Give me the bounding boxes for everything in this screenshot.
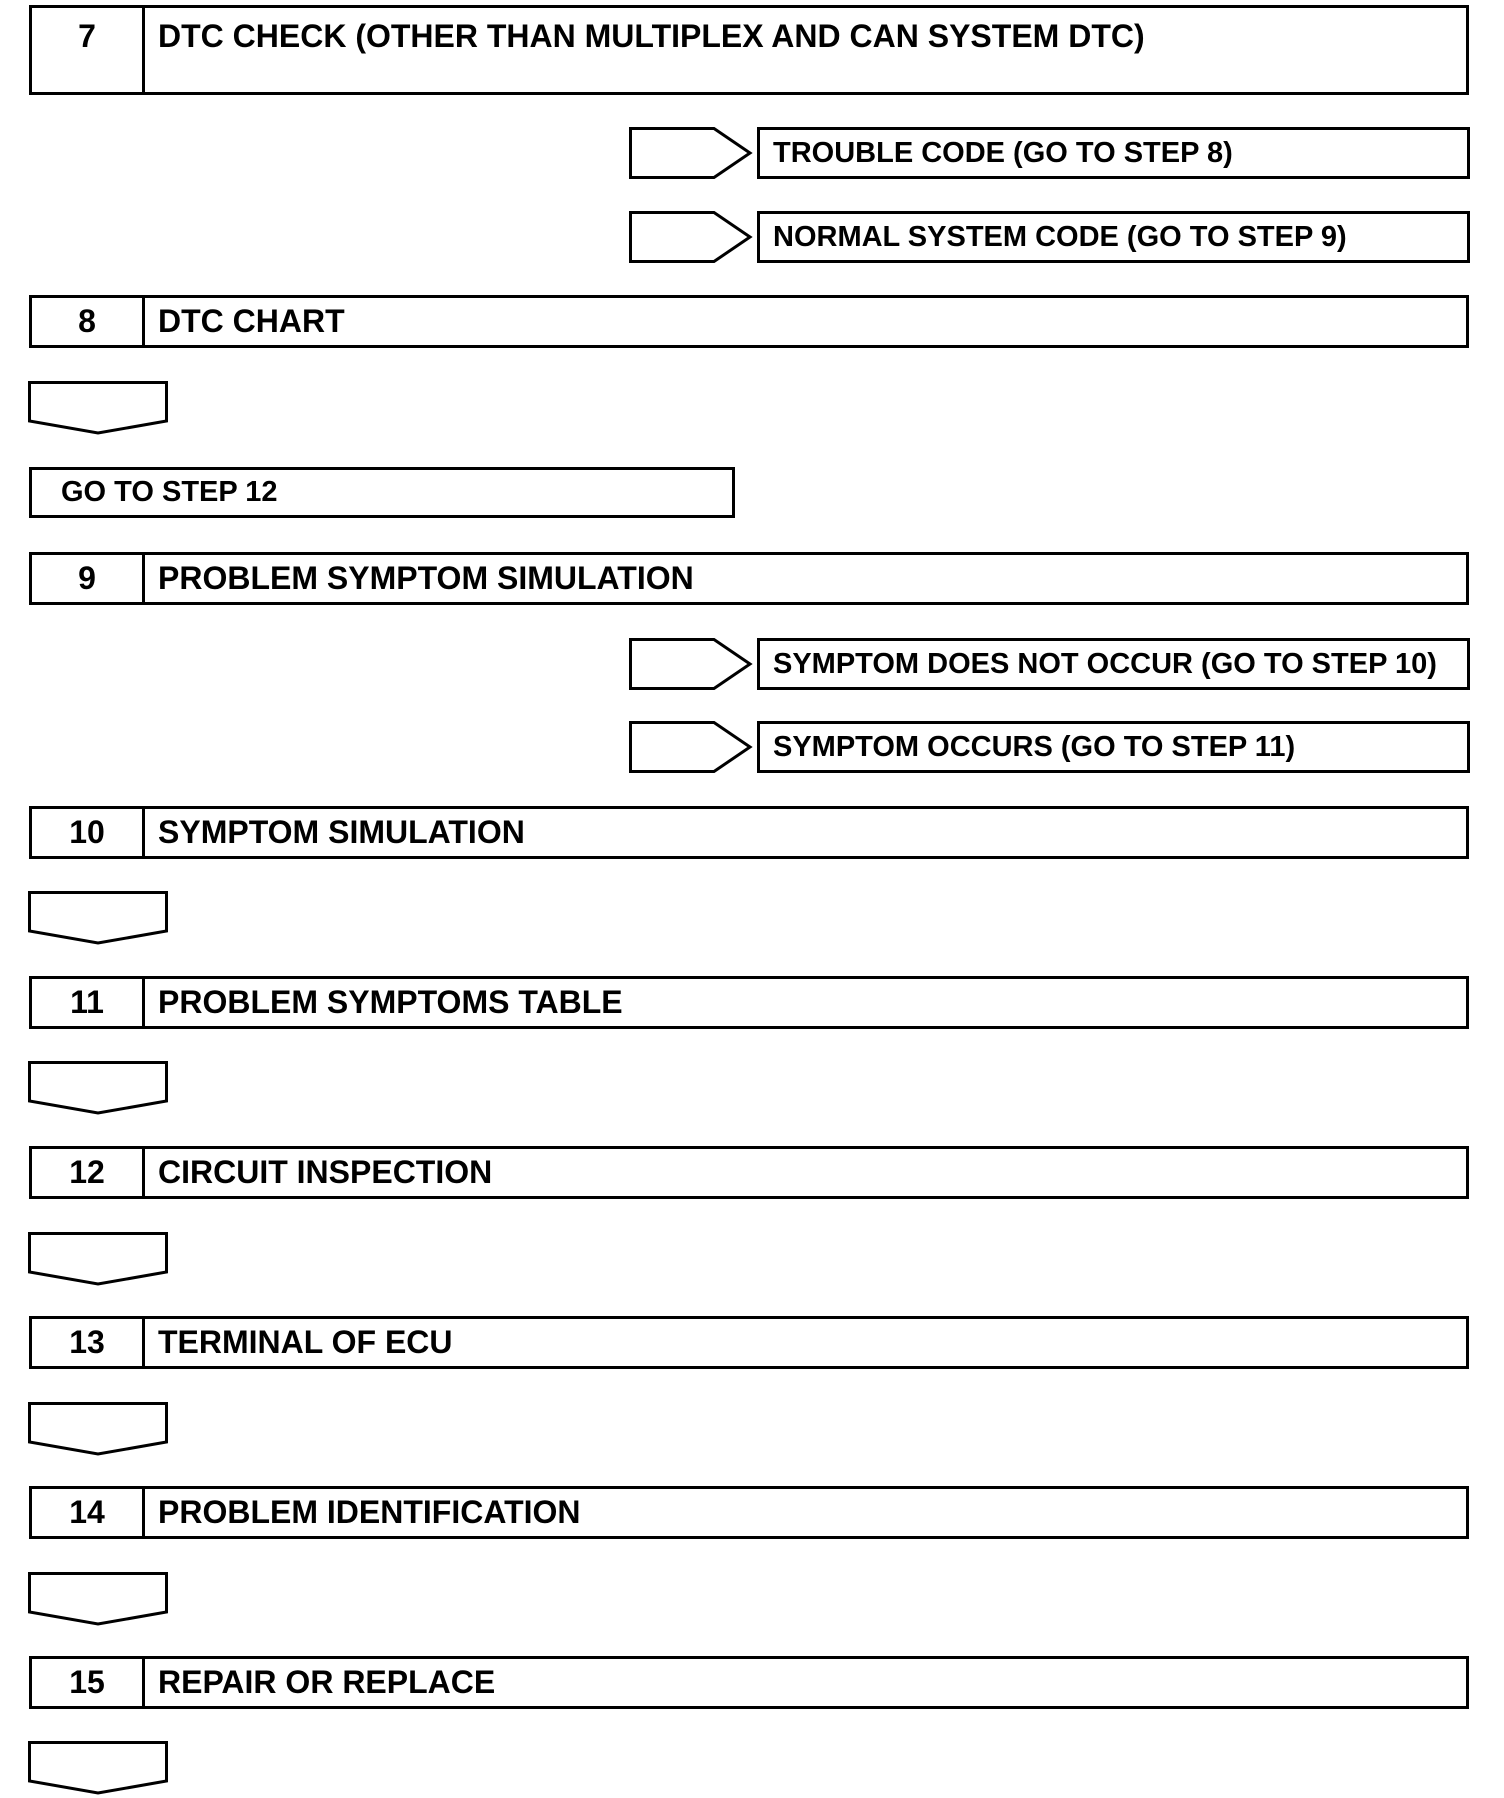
step-title: SYMPTOM SIMULATION [158, 814, 525, 850]
branch-result: SYMPTOM OCCURS (GO TO STEP 11) [757, 721, 1470, 773]
step-title: PROBLEM IDENTIFICATION [158, 1494, 581, 1530]
step-11-box [29, 976, 1469, 1029]
step-15-box [29, 1656, 1469, 1709]
arrow-right-icon [629, 638, 753, 690]
step-13-box [29, 1316, 1469, 1369]
arrow-right-icon [629, 211, 753, 263]
step-number: 13 [32, 1319, 145, 1366]
step-number: 14 [32, 1489, 145, 1536]
branch-result: TROUBLE CODE (GO TO STEP 8) [757, 127, 1470, 179]
step-14-box [29, 1486, 1469, 1539]
step-10-box [29, 806, 1469, 859]
step-number: 7 [32, 8, 145, 92]
step-title: TERMINAL OF ECU [158, 1324, 453, 1360]
arrow-down-icon [28, 1061, 168, 1115]
step-7-box [29, 5, 1469, 95]
step-title: DTC CHART [158, 303, 345, 339]
arrow-down-icon [28, 1232, 168, 1286]
step-number: 8 [32, 298, 145, 345]
step-title: REPAIR OR REPLACE [158, 1664, 496, 1700]
step-number: 11 [32, 979, 145, 1026]
branch-result: NORMAL SYSTEM CODE (GO TO STEP 9) [757, 211, 1470, 263]
step-title: PROBLEM SYMPTOMS TABLE [158, 984, 623, 1020]
arrow-right-icon [629, 721, 753, 773]
goto-step-12-box: GO TO STEP 12 [29, 467, 735, 518]
arrow-down-icon [28, 1741, 168, 1795]
step-number: 10 [32, 809, 145, 856]
step-12-box [29, 1146, 1469, 1199]
arrow-down-icon [28, 891, 168, 945]
step-9-box [29, 552, 1469, 605]
step-number: 9 [32, 555, 145, 602]
branch-result: SYMPTOM DOES NOT OCCUR (GO TO STEP 10) [757, 638, 1470, 690]
step-title: PROBLEM SYMPTOM SIMULATION [158, 560, 694, 596]
step-8-box [29, 295, 1469, 348]
step-title: CIRCUIT INSPECTION [158, 1154, 493, 1190]
step-title: DTC CHECK (OTHER THAN MULTIPLEX AND CAN SYSTEM DTC) [158, 18, 1145, 54]
step-number: 15 [32, 1659, 145, 1706]
arrow-down-icon [28, 381, 168, 435]
arrow-right-icon [629, 127, 753, 179]
arrow-down-icon [28, 1402, 168, 1456]
step-number: 12 [32, 1149, 145, 1196]
arrow-down-icon [28, 1572, 168, 1626]
